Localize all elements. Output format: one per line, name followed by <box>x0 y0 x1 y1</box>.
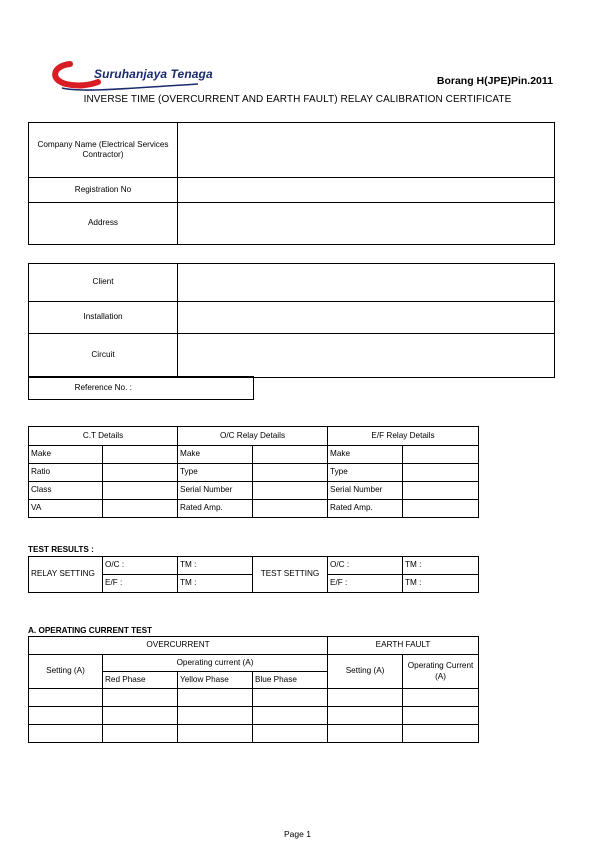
oc-make-label: Make <box>178 446 253 464</box>
test-ef-field[interactable]: E/F : <box>328 575 403 593</box>
circuit-field[interactable] <box>178 334 555 378</box>
ef-type-label: Type <box>328 464 403 482</box>
ef-setting-cell[interactable] <box>328 689 403 707</box>
overcurrent-header: OVERCURRENT <box>29 637 328 655</box>
company-name-label: Company Name (Electrical Services Contractor) <box>29 123 178 178</box>
blue-phase-cell[interactable] <box>253 689 328 707</box>
operating-current-heading: A. OPERATING CURRENT TEST <box>28 626 153 635</box>
ct-ratio-label: Ratio <box>29 464 103 482</box>
document-title: INVERSE TIME (OVERCURRENT AND EARTH FAULT) RELAY CALIBRATION CERTIFICATE <box>83 94 512 105</box>
ct-ratio-field[interactable] <box>103 464 178 482</box>
contractor-table <box>28 122 555 245</box>
yellow-phase-cell[interactable] <box>178 707 253 725</box>
relay-ef-tm-field[interactable]: TM : <box>178 575 253 593</box>
ct-make-label: Make <box>29 446 103 464</box>
ct-va-label: VA <box>29 500 103 518</box>
oc-serial-field[interactable] <box>253 482 328 500</box>
oc-setting-header: Setting (A) <box>29 655 103 689</box>
ef-setting-cell[interactable] <box>328 725 403 743</box>
address-field[interactable] <box>178 203 555 245</box>
relay-setting-label: RELAY SETTING <box>29 557 103 593</box>
ef-make-field[interactable] <box>403 446 479 464</box>
oc-type-field[interactable] <box>253 464 328 482</box>
client-label: Client <box>29 264 178 302</box>
ct-va-field[interactable] <box>103 500 178 518</box>
blue-phase-cell[interactable] <box>253 707 328 725</box>
ct-details-header: C.T Details <box>29 427 178 446</box>
ef-relay-details-header: E/F Relay Details <box>328 427 479 446</box>
reference-no-field[interactable] <box>178 377 254 400</box>
blue-phase-cell[interactable] <box>253 725 328 743</box>
client-table <box>28 263 555 378</box>
installation-field[interactable] <box>178 302 555 334</box>
red-phase-cell[interactable] <box>103 707 178 725</box>
form-code: Borang H(JPE)Pin.2011 <box>436 75 553 87</box>
ef-operating-cell[interactable] <box>403 707 479 725</box>
test-oc-field[interactable]: O/C : <box>328 557 403 575</box>
registration-no-label: Registration No <box>29 178 178 203</box>
test-oc-tm-field[interactable]: TM : <box>403 557 479 575</box>
red-phase-header: Red Phase <box>103 672 178 689</box>
test-ef-tm-field[interactable]: TM : <box>403 575 479 593</box>
relay-oc-field[interactable]: O/C : <box>103 557 178 575</box>
red-phase-cell[interactable] <box>103 689 178 707</box>
reference-no-label: Reference No. : <box>29 377 178 400</box>
oc-operating-current-header: Operating current (A) <box>103 655 328 672</box>
ef-setting-cell[interactable] <box>328 707 403 725</box>
ef-type-field[interactable] <box>403 464 479 482</box>
oc-rated-amp-field[interactable] <box>253 500 328 518</box>
red-phase-cell[interactable] <box>103 725 178 743</box>
oc-type-label: Type <box>178 464 253 482</box>
circuit-label: Circuit <box>29 334 178 378</box>
relay-ef-field[interactable]: E/F : <box>103 575 178 593</box>
blue-phase-header: Blue Phase <box>253 672 328 689</box>
oc-setting-cell[interactable] <box>29 689 103 707</box>
installation-label: Installation <box>29 302 178 334</box>
ef-serial-field[interactable] <box>403 482 479 500</box>
oc-setting-cell[interactable] <box>29 707 103 725</box>
ef-make-label: Make <box>328 446 403 464</box>
yellow-phase-header: Yellow Phase <box>178 672 253 689</box>
relay-oc-tm-field[interactable]: TM : <box>178 557 253 575</box>
oc-make-field[interactable] <box>253 446 328 464</box>
yellow-phase-cell[interactable] <box>178 725 253 743</box>
test-results-table <box>28 556 479 593</box>
ef-serial-label: Serial Number <box>328 482 403 500</box>
ct-class-label: Class <box>29 482 103 500</box>
operating-current-table <box>28 636 479 743</box>
ef-rated-amp-label: Rated Amp. <box>328 500 403 518</box>
reference-table <box>28 376 254 400</box>
ef-operating-cell[interactable] <box>403 725 479 743</box>
details-table <box>28 426 479 518</box>
oc-serial-label: Serial Number <box>178 482 253 500</box>
test-results-heading: TEST RESULTS : <box>28 545 94 554</box>
ct-make-field[interactable] <box>103 446 178 464</box>
registration-no-field[interactable] <box>178 178 555 203</box>
ef-operating-cell[interactable] <box>403 689 479 707</box>
test-setting-label: TEST SETTING <box>253 557 328 593</box>
logo-wordmark: Suruhanjaya Tenaga <box>94 67 213 81</box>
company-name-field[interactable] <box>178 123 555 178</box>
client-field[interactable] <box>178 264 555 302</box>
oc-setting-cell[interactable] <box>29 725 103 743</box>
page-number: Page 1 <box>284 829 311 839</box>
oc-rated-amp-label: Rated Amp. <box>178 500 253 518</box>
ef-setting-header: Setting (A) <box>328 655 403 689</box>
ct-class-field[interactable] <box>103 482 178 500</box>
earth-fault-header: EARTH FAULT <box>328 637 479 655</box>
ef-rated-amp-field[interactable] <box>403 500 479 518</box>
address-label: Address <box>29 203 178 245</box>
oc-relay-details-header: O/C Relay Details <box>178 427 328 446</box>
yellow-phase-cell[interactable] <box>178 689 253 707</box>
ef-operating-current-header: Operating Current (A) <box>403 655 479 689</box>
